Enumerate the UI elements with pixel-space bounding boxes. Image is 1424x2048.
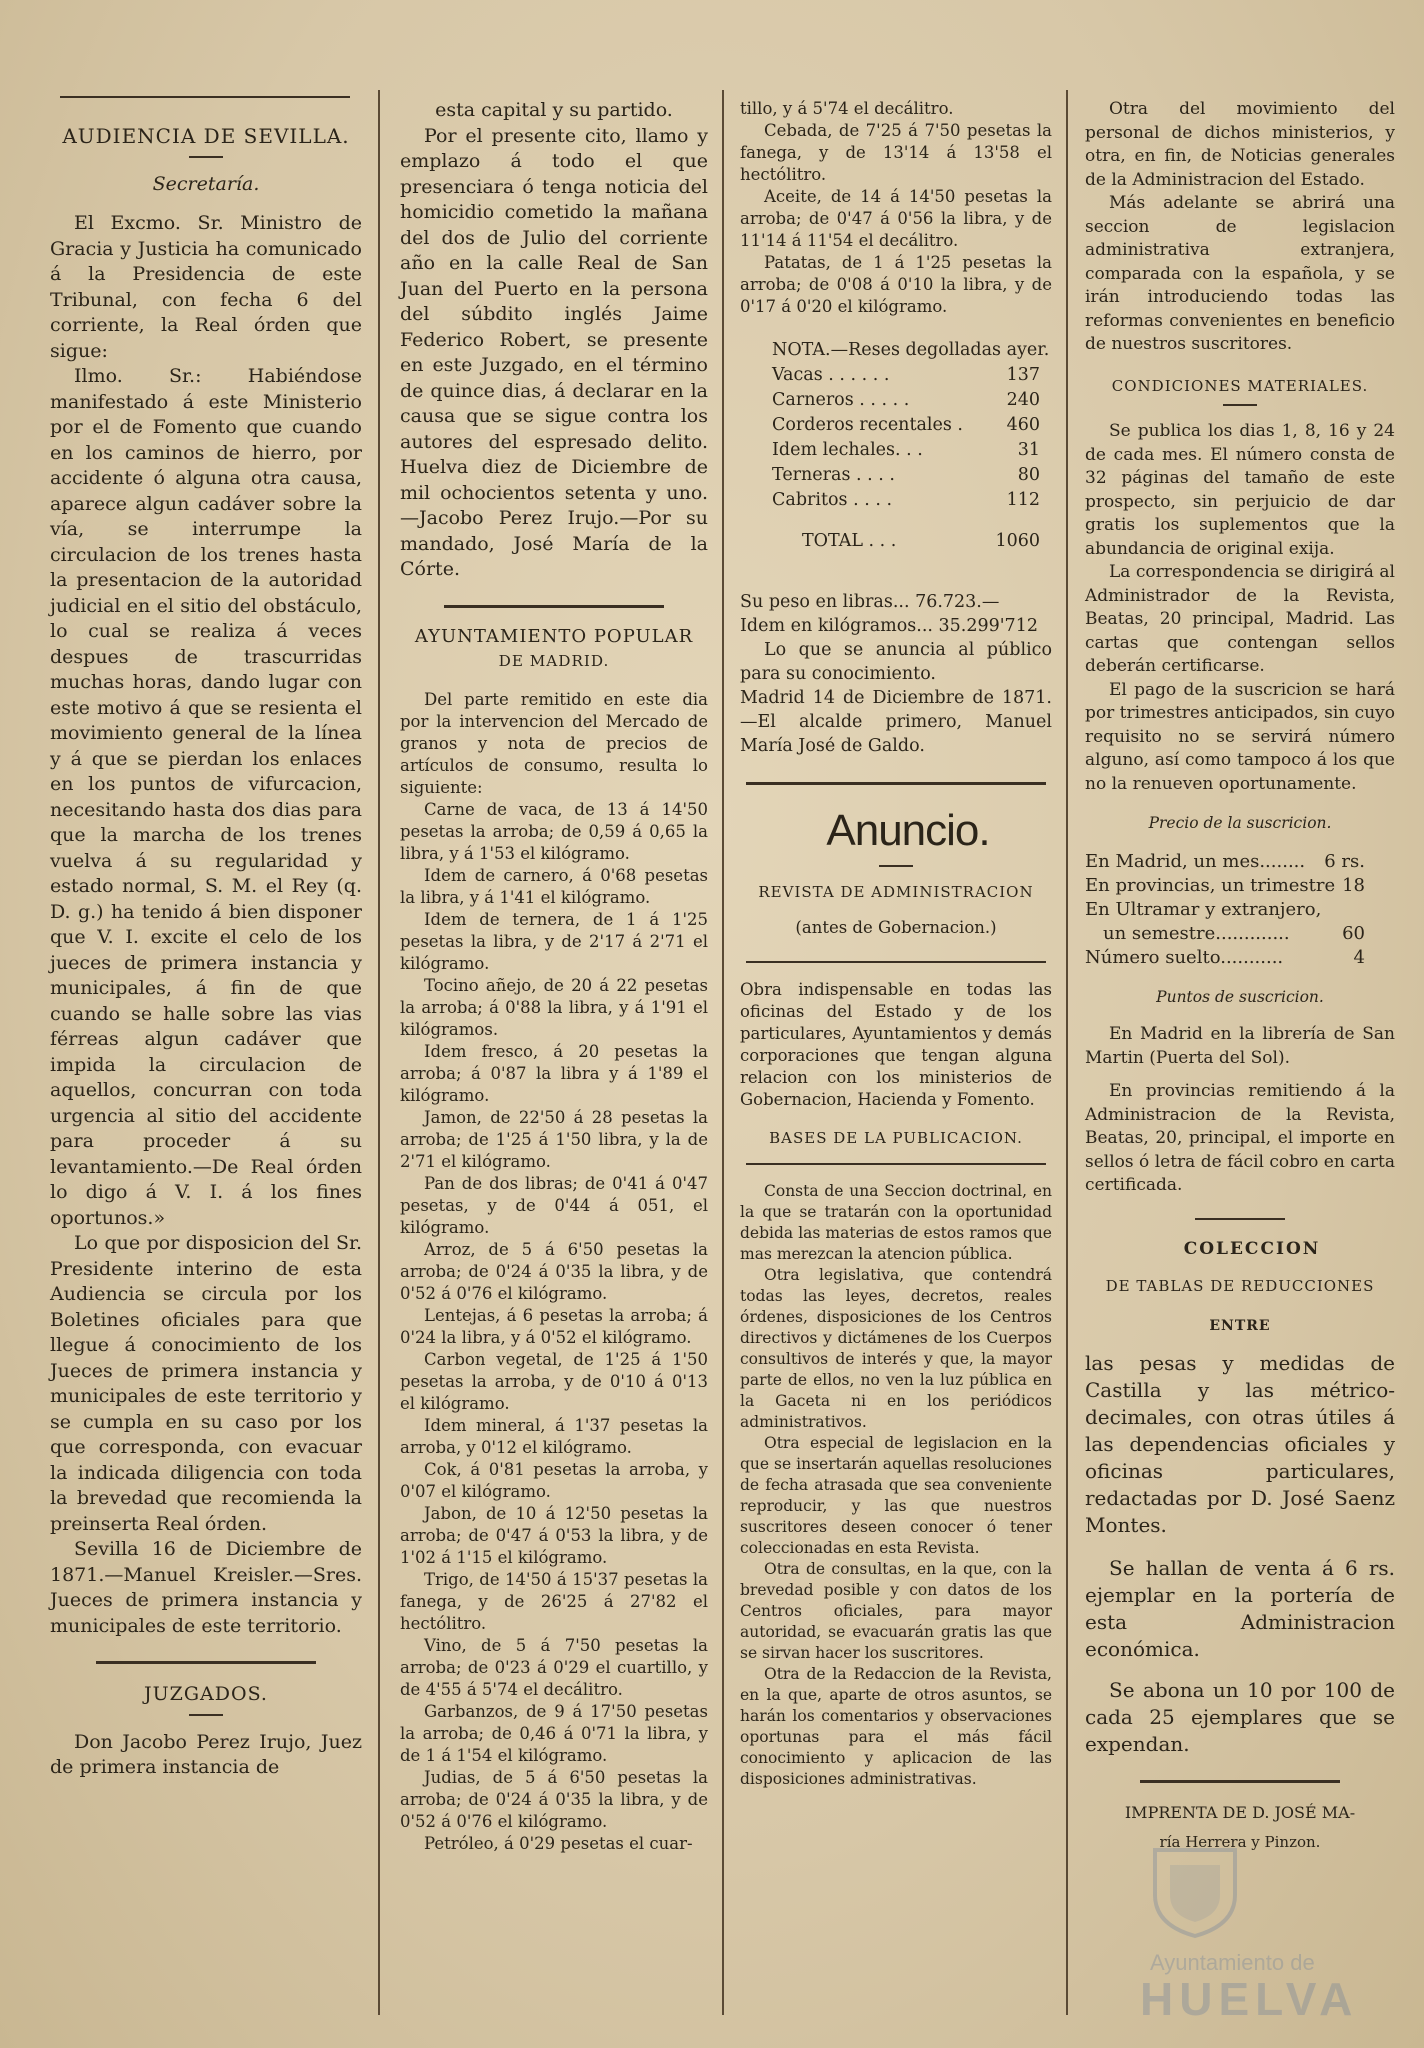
price-list <box>400 689 708 1855</box>
table-row: Número suelto........... 4 <box>1085 946 1365 968</box>
section-title-juzgados: JUZGADOS. <box>144 1683 268 1705</box>
list-item: Arroz, de 5 á 6'50 pesetas la arroba; de 0'24 á 0'35 la libra, y de 0'52 á 0'76 el kilógramo. <box>400 1239 708 1303</box>
weight-pounds: Su peso en libras... 76.723.— <box>740 592 1000 612</box>
imprenta-line-2: ría Herrera y Pinzon. <box>1159 1832 1321 1851</box>
section-title-ayuntamiento: AYUNTAMIENTO POPULAR <box>414 625 694 647</box>
weight-kilos: Idem en kilógramos... 35.299'712 <box>740 616 1038 636</box>
paragraph: las pesas y medidas de Castilla y las métrico-decimales, con otras útiles á las dependencias oficiales y oficinas particulares, redactadas por D. José Saenz Montes. <box>1085 1351 1395 1537</box>
divider <box>444 605 664 608</box>
divider <box>746 782 1046 785</box>
list-item: Jamon, de 22'50 á 28 pesetas la arroba; de 1'25 á 1'50 libra, y la de 2'71 el kilógramo. <box>400 1107 708 1171</box>
list-item: Judias, de 5 á 6'50 pesetas la arroba; de 0'24 á 0'35 la libra, y de 0'52 á 0'76 el kilógramo. <box>400 1767 708 1831</box>
watermark-text-1: Ayuntamiento de <box>1150 1950 1315 1975</box>
divider <box>189 156 223 158</box>
divider <box>189 1714 223 1716</box>
divider <box>1195 1218 1285 1220</box>
table-row: Cabritos . . . . 112 <box>772 490 1040 510</box>
bases-title: BASES DE LA PUBLICACION. <box>769 1129 1023 1147</box>
paragraph: esta capital y su partido. <box>435 99 673 121</box>
divider <box>879 865 913 867</box>
paragraph: tillo, y á 5'74 el decálitro. <box>740 99 954 118</box>
table-row: Vacas . . . . . . 137 <box>772 365 1040 385</box>
table-row: Terneras . . . . 80 <box>772 465 1040 485</box>
section-title-audiencia: AUDIENCIA DE SEVILLA. <box>62 124 350 148</box>
paragraph: Don Jacobo Perez Irujo, Juez de primera instancia de <box>50 1730 362 1778</box>
table-total-row: TOTAL . . . 1060 <box>802 531 1040 551</box>
paragraph: El Excmo. Sr. Ministro de Gracia y Justicia ha comunicado á la Presidencia de este Tribunal, con fecha 6 del corriente, la Real órden que sigue: <box>50 212 362 362</box>
list-item: Vino, de 5 á 7'50 pesetas la arroba; de 0'23 á 0'29 el cuartillo, y de 4'55 á 5'74 el decálitro. <box>400 1635 708 1699</box>
list-item: Idem de ternera, de 1 á 1'25 pesetas la libra, y de 2'17 á 2'71 el kilógramo. <box>400 909 708 973</box>
paragraph: Otra de la Redaccion de la Revista, en la que, aparte de otros asuntos, se harán los comentarios y observaciones oportunas para el más fácil conocimiento y aplicacion de las disposiciones administrativas. <box>740 1665 1052 1788</box>
paragraph: Lo que por disposicion del Sr. Presidente interino de esta Audiencia se circula por los Boletines oficiales para que llegue á conocimiento de los Jueces de primera instancia y municipales de este territorio y se cumpla en su caso por los que corresponda, con evacuar la indicada diligencia con toda la brevedad que recomienda la preinserta Real órden. <box>50 1232 362 1535</box>
paragraph: Madrid 14 de Diciembre de 1871. —El alcalde primero, Manuel María José de Galdo. <box>740 688 1052 756</box>
paragraph: Del parte remitido en este dia por la intervencion del Mercado de granos y nota de precios de artículos de consumo, resulta lo siguiente: <box>400 689 708 797</box>
coat-of-arms-icon <box>1140 1840 1250 1940</box>
list-item: Aceite, de 14 á 14'50 pesetas la arroba; de 0'47 á 0'56 la libra, y de 11'14 á 11'54 el decálitro. <box>740 187 1052 250</box>
list-item: Garbanzos, de 9 á 17'50 pesetas la arroba; de 0,46 á 0'71 la libra, y de 1 á 1'54 el kilógramo. <box>400 1701 708 1765</box>
list-item: Carbon vegetal, de 1'25 á 1'50 pesetas la arroba, y de 0'10 á 0'13 el kilógramo. <box>400 1349 708 1413</box>
list-item: Petróleo, á 0'29 pesetas el cuar- <box>424 1833 693 1853</box>
list-item: Jabon, de 10 á 12'50 pesetas la arroba; de 0'47 á 0'53 la libra, y de 1'02 á 1'15 el kilógramo. <box>400 1503 708 1567</box>
list-item: Idem fresco, á 20 pesetas la arroba; á 0'87 la libra y á 1'89 el kilógramo. <box>400 1041 708 1105</box>
table-row: Corderos recentales . 460 <box>772 415 1040 435</box>
paragraph: Otra especial de legislacion en la que se insertarán aquellas resoluciones de fecha atrasada que sea conveniente reproducir, y las que nuestros suscritores deseen conocer ó tener coleccionadas en esta Revista. <box>740 1434 1052 1557</box>
table-row: un semestre............. 60 <box>1103 922 1365 944</box>
list-item: Lentejas, á 6 pesetas la arroba; á 0'24 la libra, y á 0'52 el kilógramo. <box>400 1305 708 1347</box>
column-2 <box>400 98 708 1855</box>
list-item: Patatas, de 1 á 1'25 pesetas la arroba; de 0'08 á 0'10 la libra, y de 0'17 á 0'20 el kilógramo. <box>740 253 1052 316</box>
paragraph: Obra indispensable en todas las oficinas del Estado y de los particulares, Ayuntamientos y demás corporaciones que tengan alguna relacion con los ministerios de Gobernacion, Hacienda y Fomento. <box>740 980 1052 1109</box>
column-1 <box>50 98 362 1781</box>
table-row: Carneros . . . . . 240 <box>772 390 1040 410</box>
bases-list <box>740 1181 1052 1790</box>
paragraph: En Madrid en la librería de San Martin (Puerta del Sol). <box>1085 1024 1395 1068</box>
watermark-stamp <box>1140 1840 1360 2025</box>
list-item: Idem mineral, á 1'37 pesetas la arroba, y 0'12 el kilógramo. <box>400 1415 708 1457</box>
column-rule <box>722 90 724 2015</box>
watermark-text-2: HUELVA <box>1140 1973 1359 2025</box>
imprenta-line-1: IMPRENTA DE D. JOSÉ MA- <box>1124 1803 1356 1822</box>
weight-summary <box>740 590 1052 758</box>
column-4 <box>1085 98 1395 1854</box>
paragraph: Ilmo. Sr.: Habiéndose manifestado á este Ministerio por el de Fomento que cuando en los caminos de hierro, por accidente ó alguna otra causa, aparece algun cadáver sobre la vía, se interrumpe la circulacion de los trenes hasta la presentacion de la autoridad judicial en el sitio del obstáculo, lo cual se realiza á veces despues de trascurridas muchas horas, dando lugar con este motivo á que se resienta el movimiento general de la línea y á que se pierdan los enlaces en los puntos de vifurcacion, necesitando hasta dos dias para que la marcha de los trenes vuelva á su regularidad y estado normal, S. M. el Rey (q. D. g.) ha tenido á bien disponer que V. I. excite el celo de los jueces de primera instancia y municipales, á fin de que cuando se halle sobre las vias férreas algun cadáver que impida la circulacion de aquellos, concurran con toda urgencia al sitio del accidente para proceder á su levantamiento.—De Real órden lo digo á V. I. á los fines oportunos.» <box>50 365 362 1229</box>
paragraph: Se publica los dias 1, 8, 16 y 24 de cada mes. El número consta de 32 páginas del tamaño de este prospecto, sin perjuicio de dar gratis los suplementos que la abundancia de original exija. <box>1085 421 1395 559</box>
paragraph: Por el presente cito, llamo y emplazo á todo el que presenciara ó tenga noticia del homicidio cometido la mañana del dos de Julio del corriente año en la calle Real de San Juan del Puerto en la persona del súbdito inglés Jaime Federico Robert, se presente en este Juzgado, en el término de quince dias, á declarar en la causa que se sigue contra los autores del espresado delito. Huelva diez de Diciembre de mil ochocientos setenta y uno.—Jacobo Perez Irujo.—Por su mandado, José María de la Córte. <box>400 124 708 580</box>
paragraph: Lo que se anuncia al público para su conocimiento. <box>740 640 1052 684</box>
paragraph: En provincias remitiendo á la Administracion de la Revista, Beatas, 20, principal, el importe en sellos ó letra de fácil cobro en carta certificada. <box>1085 1081 1395 1195</box>
paragraph: El pago de la suscricion se hará por trimestres anticipados, sin cuyo requisito no se servirá número alguno, así como tampoco á los que no la renueven oportunamente. <box>1085 679 1395 794</box>
coleccion-heading: COLECCION <box>1183 1238 1321 1259</box>
divider <box>1223 404 1257 406</box>
section-subtitle: DE MADRID. <box>498 652 610 670</box>
divider <box>746 1163 1046 1165</box>
divider <box>1140 1780 1340 1783</box>
list-item: Carne de vaca, de 13 á 14'50 pesetas la arroba; de 0,59 á 0,65 la libra, y á 1'53 el kilógramo. <box>400 799 708 863</box>
list-item: Cebada, de 7'25 á 7'50 pesetas la fanega, y de 13'14 á 13'58 el hectólitro. <box>740 121 1052 184</box>
table-row: En Ultramar y extranjero, <box>1085 898 1322 920</box>
list-item: Tocino añejo, de 20 á 22 pesetas la arroba; á 0'88 la libra, y á 1'91 el kilógramos. <box>400 975 708 1039</box>
table-title: NOTA.—Reses degolladas ayer. <box>772 340 1050 360</box>
list-item: Trigo, de 14'50 á 15'37 pesetas la fanega, y de 26'25 á 27'82 el hectólitro. <box>400 1569 708 1633</box>
paragraph: Más adelante se abrirá una seccion de legislacion administrativa extranjera, comparada con la española, y se irán introduciendo todas las reformas convenientes en beneficio de nuestros suscritores. <box>1085 193 1395 354</box>
slaughter-table <box>772 338 1052 554</box>
puntos-title: Puntos de suscricion. <box>1156 987 1324 1006</box>
paragraph: Otra del movimiento del personal de dichos ministerios, y otra, en fin, de Noticias generales de la Administracion del Estado. <box>1085 99 1395 190</box>
divider <box>96 1661 316 1664</box>
revista-title: REVISTA DE ADMINISTRACION <box>758 883 1034 901</box>
price-table <box>1085 850 1395 970</box>
list-item: Pan de dos libras; de 0'41 á 0'47 pesetas, y de 0'44 á 051, el kilógramo. <box>400 1173 708 1237</box>
list-item: Idem de carnero, á 0'68 pesetas la libra, y á 1'41 el kilógramo. <box>400 865 708 907</box>
section-subtitle: Secretaría. <box>152 172 260 195</box>
entre-heading: ENTRE <box>1209 1317 1271 1334</box>
column-rule <box>378 90 380 2015</box>
paragraph: Se abona un 10 por 100 de cada 25 ejemplares que se expendan. <box>1085 1678 1395 1756</box>
column-rule <box>1066 90 1068 2015</box>
paragraph: Otra de consultas, en la que, con la brevedad posible y con datos de los Centros oficiales, para mayor autoridad, se evacuarán gratis las que se sirvan hacer los suscritores. <box>740 1560 1052 1662</box>
paragraph: Sevilla 16 de Diciembre de 1871.—Manuel Kreisler.—Sres. Jueces de primera instancia y municipales de este territorio. <box>50 1538 362 1637</box>
anuncio-heading: Anuncio. <box>826 806 990 855</box>
precio-title: Precio de la suscricion. <box>1148 814 1332 832</box>
revista-subtitle: (antes de Gobernacion.) <box>795 918 997 937</box>
condiciones-title: CONDICIONES MATERIALES. <box>1111 376 1369 395</box>
table-row: En Madrid, un mes........ 6 rs. <box>1085 850 1365 872</box>
paragraph: Consta de una Seccion doctrinal, en la que se tratarán con la oportunidad debida las materias de estos ramos que mas merezcan la atencion pública. <box>740 1182 1052 1263</box>
paragraph: Se hallan de venta á 6 rs. ejemplar en la portería de esta Administracion económica. <box>1085 1556 1395 1661</box>
table-row: Idem lechales. . . 31 <box>772 440 1040 460</box>
list-item: Cok, á 0'81 pesetas la arroba, y 0'07 el kilógramo. <box>400 1459 708 1501</box>
paragraph: La correspondencia se dirigirá al Administrador de la Revista, Beatas, 20 principal, Madrid. Las cartas que contengan sellos deberán certificarse. <box>1085 562 1395 676</box>
table-row: En provincias, un trimestre 18 <box>1085 874 1365 896</box>
paragraph: Otra legislativa, que contendrá todas las leyes, decretos, reales órdenes, disposiciones de los Centros directivos y dictámenes de los Cuerpos consultivos de interés y que, la mayor parte de ellos, no ven la luz pública en la Gaceta ni en los periódicos administrativos. <box>740 1266 1052 1431</box>
tablas-heading: DE TABLAS DE REDUCCIONES <box>1105 1277 1375 1295</box>
column-3 <box>740 98 1052 1790</box>
divider <box>746 961 1046 963</box>
